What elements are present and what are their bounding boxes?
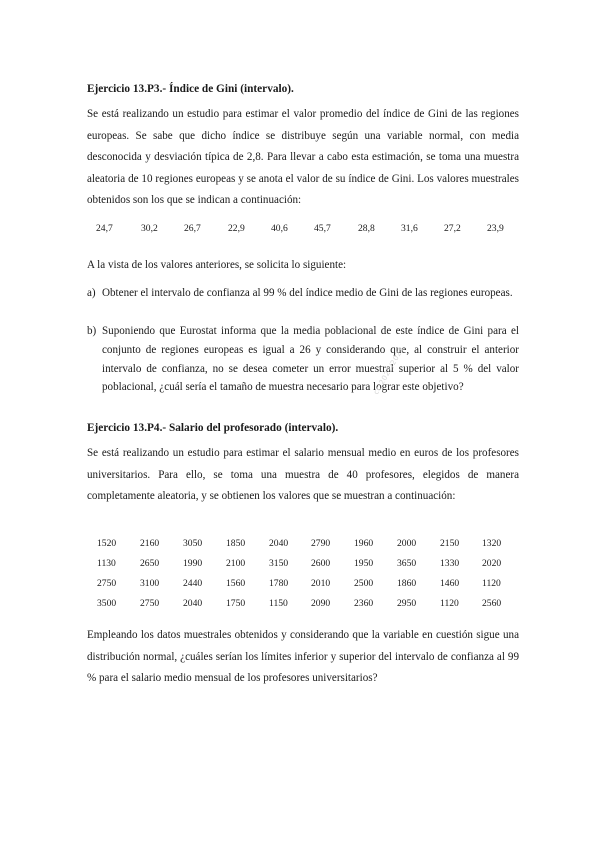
question-item-b [87,322,519,397]
salary-cell: 2100 [226,558,246,569]
exercise-1-intro: Se está realizando un estudio para estimar el valor promedio del índice de Gini de las regiones europeas. Se sabe que dicho índice se distribuye según una variable normal, con media desconocida y desviación típica de 2,8. Para llevar a cabo esta estimación, se toma una muestra aleatoria de 10 regiones europeas y se anota el valor de su índice de Gini. Los valores muestrales obtenidos son los que se indican a continuación: [87,108,519,207]
gini-value: 28,8 [358,223,375,234]
salary-cell: 2160 [140,538,160,549]
salary-cell: 2040 [269,538,289,549]
salary-row [97,538,517,558]
salary-cell: 2750 [97,578,117,589]
salary-cell: 1860 [397,578,417,589]
salary-cell: 1750 [226,598,246,609]
salary-cell: 1560 [226,578,246,589]
salary-cell: 1460 [440,578,460,589]
salary-cell: 2360 [354,598,374,609]
salary-cell: 3500 [97,598,117,609]
exercise-1-title: Ejercicio 13.P3.- Índice de Gini (intervalo). [87,83,294,95]
gini-value: 24,7 [96,223,113,234]
gini-value: 22,9 [228,223,245,234]
salary-cell: 1960 [354,538,374,549]
gini-value: 31,6 [401,223,418,234]
salary-cell: 3050 [183,538,203,549]
salary-row [97,598,517,618]
salary-cell: 2000 [397,538,417,549]
salary-cell: 1120 [482,578,501,589]
salary-cell: 1130 [97,558,116,569]
gini-value: 40,6 [271,223,288,234]
question-item-a [87,284,519,303]
gini-value: 27,2 [444,223,461,234]
salary-cell: 2500 [354,578,374,589]
salary-cell: 1120 [440,598,459,609]
exercise-2-title: Ejercicio 13.P4.- Salario del profesorado (intervalo). [87,422,339,434]
salary-cell: 2790 [311,538,331,549]
salary-row [97,578,517,598]
salary-cell: 3100 [140,578,160,589]
salary-cell: 2560 [482,598,502,609]
salary-cell: 2440 [183,578,203,589]
salary-cell: 1950 [354,558,374,569]
salary-cell: 2010 [311,578,331,589]
gini-value: 30,2 [141,223,158,234]
salary-cell: 2020 [482,558,502,569]
list-marker: a) [87,287,96,299]
salary-cell: 1850 [226,538,246,549]
salary-row [97,558,517,578]
salary-cell: 2040 [183,598,203,609]
gini-value: 45,7 [314,223,331,234]
salary-cell: 2090 [311,598,331,609]
salary-cell: 2150 [440,538,460,549]
gini-value: 26,7 [184,223,201,234]
salary-cell: 2650 [140,558,160,569]
salary-cell: 2600 [311,558,331,569]
salary-cell: 1150 [269,598,288,609]
question-text: Suponiendo que Eurostat informa que la media poblacional de este índice de Gini para el conjunto de regiones europeas es igual a 26 y considerando que, al construir el anterior intervalo de confianza, no se desea cometer un error muestral superior al 5 % del valor poblacional, ¿cuál sería el tamaño de muestra necesario para lograr este objetivo? [102,325,519,394]
salary-cell: 3150 [269,558,289,569]
question-text: Obtener el intervalo de confianza al 99 % del índice medio de Gini de las regiones europeas. [102,287,513,299]
salary-cell: 2750 [140,598,160,609]
salary-cell: 1330 [440,558,460,569]
salary-cell: 1990 [183,558,203,569]
list-marker: b) [87,325,97,337]
watermark: cc 2022/2023 [372,345,406,396]
salary-cell: 1780 [269,578,289,589]
exercise-2-question: Empleando los datos muestrales obtenidos y considerando que la variable en cuestión sigue una distribución normal, ¿cuáles serían los límites inferior y superior del intervalo de confianza al 99 % para el salario medio mensual de los profesores universitarios? [87,629,519,685]
gini-value: 23,9 [487,223,504,234]
salary-cell: 1320 [482,538,502,549]
salary-table [97,538,517,618]
exercise-2-intro: Se está realizando un estudio para estimar el salario mensual medio en euros de los profesores universitarios. Para ello, se toma una muestra de 40 profesores, elegidos de manera completamente aleatoria, y se obtienen los valores que se muestran a continuación: [87,447,519,503]
gini-values-row [96,222,516,236]
salary-cell: 3650 [397,558,417,569]
salary-cell: 2950 [397,598,417,609]
exercise-1-lead: A la vista de los valores anteriores, se solicita lo siguiente: [87,259,347,271]
salary-cell: 1520 [97,538,117,549]
